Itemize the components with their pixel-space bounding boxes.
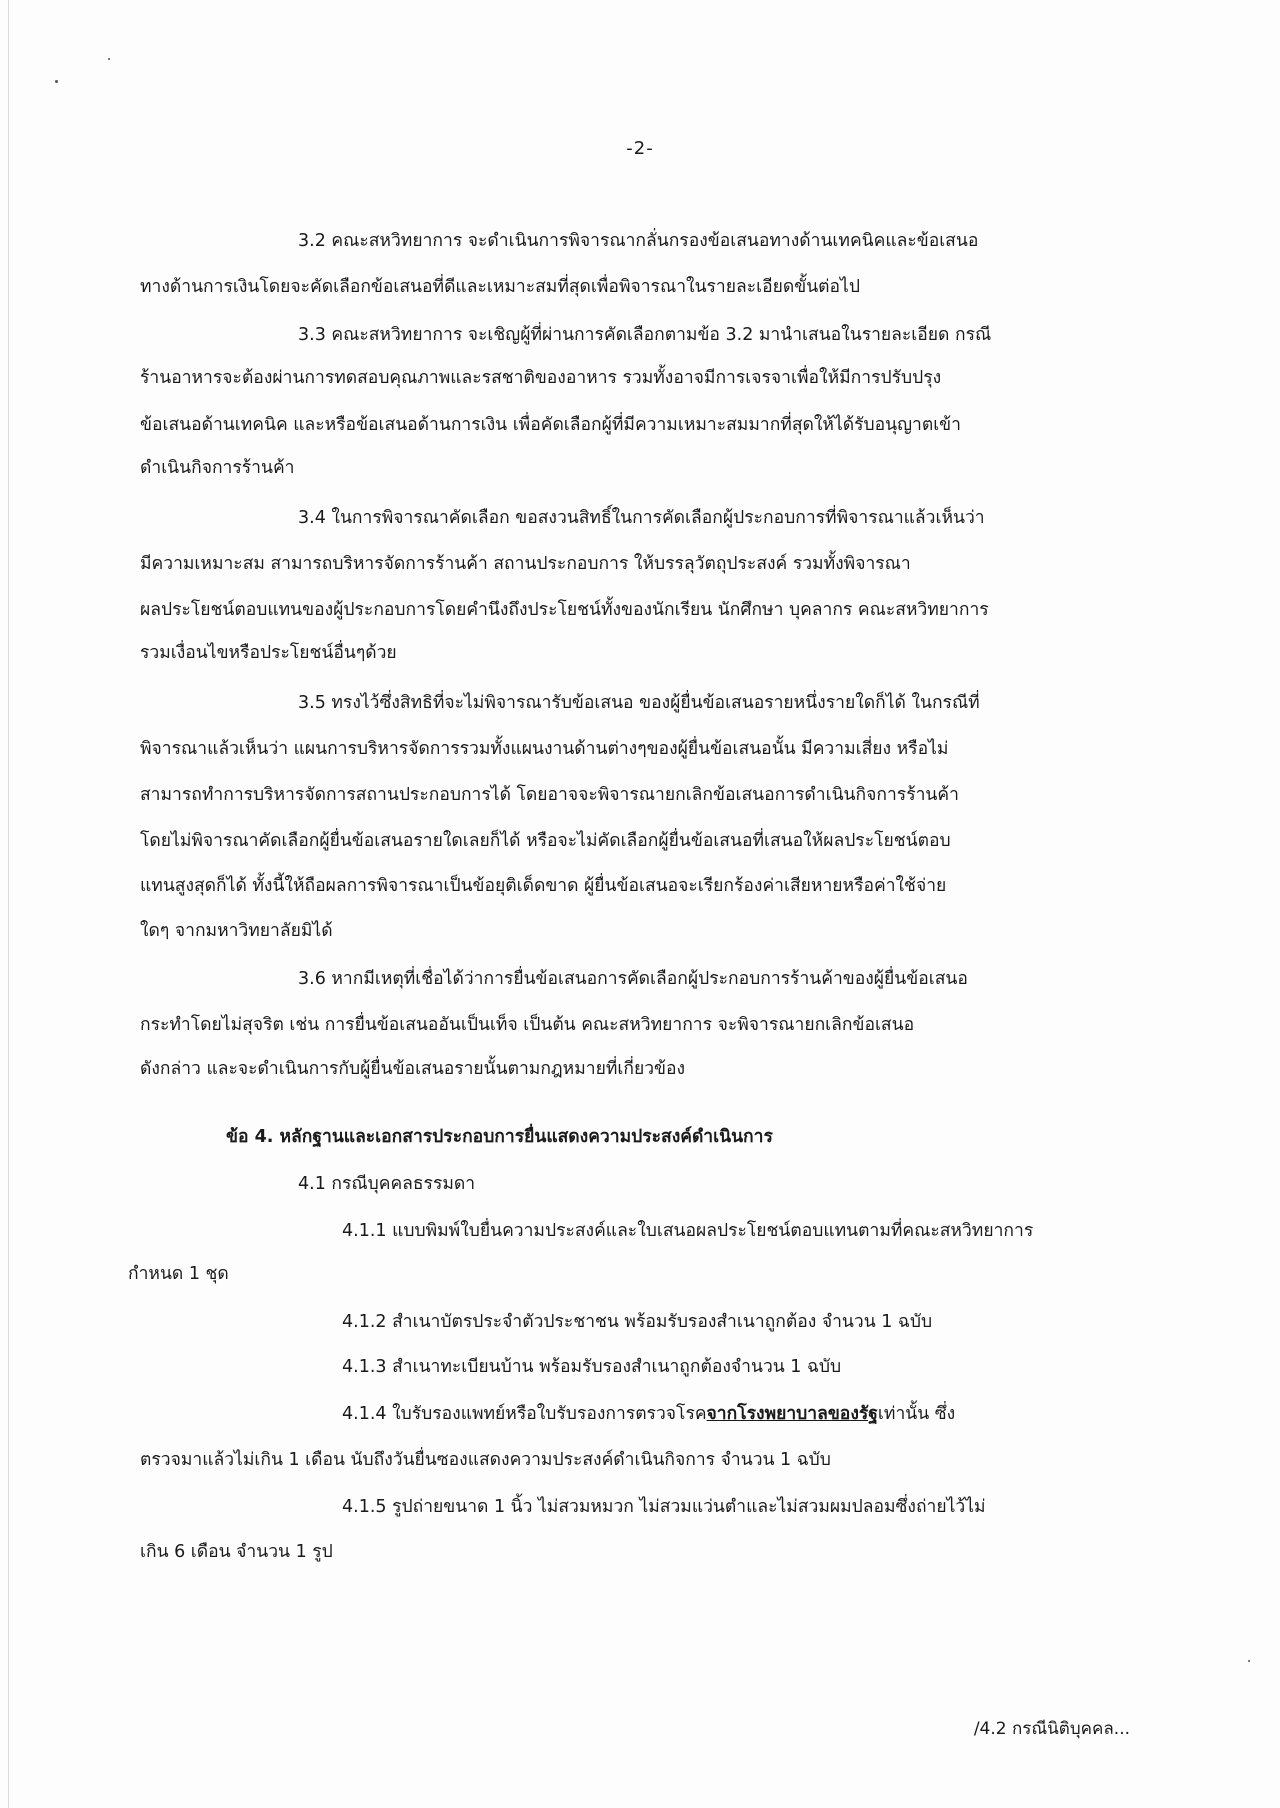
item-4-1-1-line-1: 4.1.1 แบบพิมพ์ใบยื่นความประสงค์และใบเสนอผลประโยชน์ตอบแทนตามที่คณะสหวิทยาการ (342, 1221, 1034, 1241)
section-4-1-heading: 4.1 กรณีบุคคลธรรมดา (298, 1174, 476, 1194)
item-4-1-4-line-2: ตรวจมาแล้วไม่เกิน 1 เดือน นับถึงวันยื่นซองแสดงความประสงค์ดำเนินกิจการ จำนวน 1 ฉบับ (140, 1450, 831, 1470)
item-4-1-4-suffix: เท่านั้น ซึ่ง (877, 1404, 956, 1424)
clause-3-2-line-2: ทางด้านการเงินโดยจะคัดเลือกข้อเสนอที่ดีและเหมาะสมที่สุดเพื่อพิจารณาในรายละเอียดขั้นต่อไป (140, 277, 860, 297)
item-4-1-5-line-1: 4.1.5 รูปถ่ายขนาด 1 นิ้ว ไม่สวมหมวก ไม่สวมแว่นตำและไม่สวมผมปลอมซึ่งถ่ายไว้ไม่ (342, 1497, 986, 1517)
clause-3-5-line-3: สามารถทำการบริหารจัดการสถานประกอบการได้ โดยอาจจะพิจารณายกเลิกข้อเสนอการดำเนินกิจการร้านค้า (140, 785, 959, 805)
item-4-1-4-prefix: 4.1.4 ใบรับรองแพทย์หรือใบรับรองการตรวจโรค (342, 1404, 707, 1424)
clause-3-5-line-5: แทนสูงสุดก็ได้ ทั้งนี้ให้ถือผลการพิจารณาเป็นข้อยุติเด็ดขาด ผู้ยื่นข้อเสนอจะเรียกร้องค่าเสียหายหรือค่าใช้จ่าย (140, 876, 947, 896)
clause-3-5-line-1: 3.5 ทรงไว้ซึ่งสิทธิที่จะไม่พิจารณารับข้อเสนอ ของผู้ยื่นข้อเสนอรายหนึ่งรายใดก็ได้ ในกรณีที่ (298, 693, 980, 713)
scan-speck (55, 80, 58, 83)
page-number: -2- (626, 138, 654, 159)
clause-3-6-line-2: กระทำโดยไม่สุจริต เช่น การยื่นข้อเสนออันเป็นเท็จ เป็นต้น คณะสหวิทยาการ จะพิจารณายกเลิกข้อเสนอ (140, 1015, 915, 1035)
scan-speck (1248, 1660, 1250, 1662)
item-4-1-2: 4.1.2 สำเนาบัตรประจำตัวประชาชน พร้อมรับรองสำเนาถูกต้อง จำนวน 1 ฉบับ (342, 1312, 933, 1332)
continuation-note: /4.2 กรณีนิติบุคคล... (973, 1719, 1130, 1739)
scan-speck (108, 58, 110, 60)
clause-3-3-line-4: ดำเนินกิจการร้านค้า (140, 458, 295, 478)
clause-3-4-line-3: ผลประโยชน์ตอบแทนของผู้ประกอบการโดยคำนึงถึงประโยชน์ทั้งของนักเรียน นักศึกษา บุคลากร คณะสหวิทยาการ (140, 600, 989, 620)
clause-3-4-line-1: 3.4 ในการพิจารณาคัดเลือก ขอสงวนสิทธิ์ในการคัดเลือกผู้ประกอบการที่พิจารณาแล้วเห็นว่า (298, 508, 985, 528)
clause-3-6-line-1: 3.6 หากมีเหตุที่เชื่อได้ว่าการยื่นข้อเสนอการคัดเลือกผู้ประกอบการร้านค้าของผู้ยื่นข้อเสนอ (298, 969, 968, 989)
clause-3-3-line-2: ร้านอาหารจะต้องผ่านการทดสอบคุณภาพและรสชาติของอาหาร รวมทั้งอาจมีการเจรจาเพื่อให้มีการปรับปรุง (140, 368, 942, 388)
item-4-1-3: 4.1.3 สำเนาทะเบียนบ้าน พร้อมรับรองสำเนาถูกต้องจำนวน 1 ฉบับ (342, 1357, 842, 1377)
item-4-1-1-line-2: กำหนด 1 ชุด (128, 1264, 229, 1284)
item-4-1-4-underlined: จากโรงพยาบาลของรัฐ (706, 1404, 878, 1424)
clause-3-6-line-3: ดังกล่าว และจะดำเนินการกับผู้ยื่นข้อเสนอรายนั้นตามกฎหมายที่เกี่ยวข้อง (140, 1059, 686, 1079)
scan-edge (8, 0, 9, 1808)
item-4-1-5-line-2: เกิน 6 เดือน จำนวน 1 รูป (140, 1542, 333, 1562)
clause-3-2-line-1: 3.2 คณะสหวิทยาการ จะดำเนินการพิจารณากลั่นกรองข้อเสนอทางด้านเทคนิคและข้อเสนอ (298, 231, 979, 251)
clause-3-5-line-6: ใดๆ จากมหาวิทยาลัยมิได้ (140, 921, 333, 941)
clause-3-4-line-4: รวมเงื่อนไขหรือประโยชน์อื่นๆด้วย (140, 643, 397, 663)
section-4-heading: ข้อ 4. หลักฐานและเอกสารประกอบการยื่นแสดงความประสงค์ดำเนินการ (226, 1127, 773, 1147)
clause-3-5-line-2: พิจารณาแล้วเห็นว่า แผนการบริหารจัดการรวมทั้งแผนงานด้านต่างๆของผู้ยื่นข้อเสนอนั้น มีความเสี่ยง หรือไม่ (140, 739, 949, 759)
clause-3-4-line-2: มีความเหมาะสม สามารถบริหารจัดการร้านค้า สถานประกอบการ ให้บรรลุวัตถุประสงค์ รวมทั้งพิจารณา (140, 554, 911, 574)
item-4-1-4-line-1 (342, 1401, 1280, 1427)
clause-3-3-line-3: ข้อเสนอด้านเทคนิค และหรือข้อเสนอด้านการเงิน เพื่อคัดเลือกผู้ที่มีความเหมาะสมมากที่สุดให้ได้รับอนุญาตเข้า (140, 415, 961, 435)
clause-3-3-line-1: 3.3 คณะสหวิทยาการ จะเชิญผู้ที่ผ่านการคัดเลือกตามข้อ 3.2 มานำเสนอในรายละเอียด กรณี (298, 325, 992, 345)
clause-3-5-line-4: โดยไม่พิจารณาคัดเลือกผู้ยื่นข้อเสนอรายใดเลยก็ได้ หรือจะไม่คัดเลือกผู้ยื่นข้อเสนอที่เสนอให้ผลประโยชน์ตอบ (140, 831, 951, 851)
